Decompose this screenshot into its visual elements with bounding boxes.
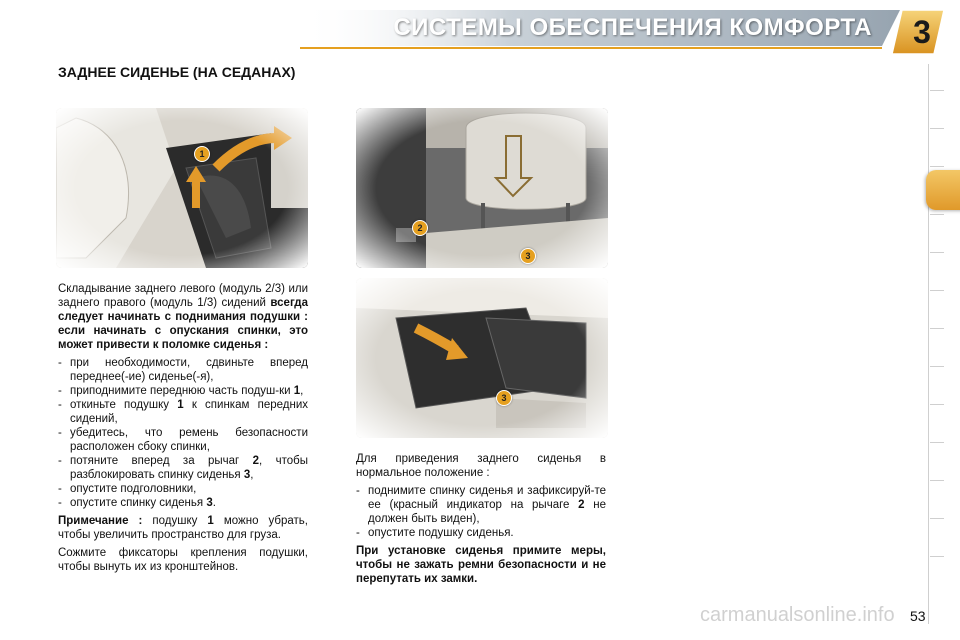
tab-tick (930, 442, 944, 443)
tab-tick (930, 214, 944, 215)
list-item (356, 526, 606, 540)
list-item (356, 484, 606, 526)
section-title: ЗАДНЕЕ СИДЕНЬЕ (НА СЕДАНАХ) (58, 64, 296, 80)
seat-cushion-illustration (56, 108, 308, 268)
list-dash: - (58, 385, 62, 397)
callout-3: 3 (520, 248, 536, 264)
restore-intro: Для приведения заднего сиденья в нормальное положение : (356, 453, 606, 479)
intro-bold-text: всегда следует начинать с поднимания подушки : если начинать с опускания спинки, это может привести к поломке сиденья : (58, 297, 308, 351)
restore-steps-list (356, 484, 606, 540)
photo-folded-seat (356, 278, 608, 438)
list-dash: - (58, 455, 62, 467)
page-header (0, 0, 960, 56)
step-text: опустите подушку сиденья. (368, 527, 514, 539)
folded-seat-illustration (356, 278, 608, 438)
step-tail: , (250, 469, 254, 481)
list-dash: - (58, 497, 62, 509)
step-tail: не должен быть виден), (368, 499, 606, 525)
list-item (58, 482, 308, 496)
step-text: приподнимите переднюю часть подуш-ки (70, 385, 291, 397)
list-dash: - (58, 483, 62, 495)
fold-steps-list (58, 356, 308, 510)
step-ref: 3 (243, 469, 251, 481)
list-dash: - (58, 427, 62, 439)
last-paragraph: Сожмите фиксаторы крепления подушки, чтобы вынуть их из кронштейнов. (58, 547, 308, 573)
note-ref: 1 (207, 515, 214, 527)
tab-tick (930, 290, 944, 291)
step-tail: . (212, 497, 216, 509)
step-text: откиньте подушку (70, 399, 170, 411)
step-ref: 1 (293, 385, 301, 397)
note-paragraph (58, 514, 308, 542)
step-text: опустите спинку сиденья (70, 497, 204, 509)
list-dash: - (356, 527, 360, 539)
warning-paragraph (356, 544, 606, 586)
page-number: 53 (910, 608, 926, 624)
step-tail: , (300, 385, 304, 397)
intro-paragraph (58, 282, 308, 352)
list-item (58, 426, 308, 454)
tab-tick (930, 252, 944, 253)
step-text: потяните вперед за рычаг (70, 455, 240, 467)
tab-tick (930, 366, 944, 367)
note-label: Примечание : (58, 515, 143, 527)
tab-tick (930, 518, 944, 519)
step-ref: 3 (206, 497, 213, 509)
list-dash: - (58, 399, 62, 411)
watermark: carmanualsonline.info (700, 604, 895, 626)
note-text: можно убрать, чтобы увеличить пространство для груза. (58, 515, 308, 541)
list-item (58, 384, 308, 398)
callout-2: 2 (412, 220, 428, 236)
tab-tick (930, 128, 944, 129)
list-item (58, 496, 308, 510)
step-tail: , чтобы разблокировать спинку сиденья (70, 455, 308, 481)
list-dash: - (356, 485, 360, 497)
right-text-column (356, 452, 606, 590)
tab-tick (930, 166, 944, 167)
list-item (58, 356, 308, 384)
list-dash: - (58, 357, 62, 369)
step-text: опустите подголовники, (70, 483, 197, 495)
callout-3: 3 (496, 390, 512, 406)
tab-rail (928, 64, 929, 624)
step-ref: 1 (177, 399, 184, 411)
active-chapter-tab[interactable] (926, 170, 960, 210)
tab-tick (930, 480, 944, 481)
step-text: поднимите спинку сиденья и зафиксируй-те ее (красный индикатор на рычаге (368, 485, 606, 511)
callout-1: 1 (194, 146, 210, 162)
chapter-number: 3 (913, 14, 931, 50)
list-item (58, 398, 308, 426)
chapter-title: СИСТЕМЫ ОБЕСПЕЧЕНИЯ КОМФОРТА (393, 14, 872, 41)
intro-plain-text: Складывание заднего левого (модуль 2/3) или заднего правого (модуль 1/3) сидений (58, 283, 308, 309)
tab-tick (930, 404, 944, 405)
tab-tick (930, 90, 944, 91)
left-text-column (58, 282, 308, 578)
list-item (58, 454, 308, 482)
step-tail: к спинкам передних сидений, (70, 399, 308, 425)
step-ref: 2 (252, 455, 260, 467)
tab-tick (930, 556, 944, 557)
tab-tick (930, 328, 944, 329)
seat-back-illustration (356, 108, 608, 268)
step-text: при необходимости, сдвиньте вперед переднее(-ие) сиденье(-я), (70, 357, 308, 383)
photo-seat-cushion-raise (56, 108, 308, 268)
step-ref: 2 (578, 499, 585, 511)
step-text: убедитесь, что ремень безопасности расположен сбоку спинки, (70, 427, 308, 453)
note-text: подушку (152, 515, 198, 527)
photo-seat-back-lever (356, 108, 608, 268)
warning-text: При установке сиденья примите меры, чтобы не зажать ремни безопасности и не перепутать их замки. (356, 545, 606, 585)
